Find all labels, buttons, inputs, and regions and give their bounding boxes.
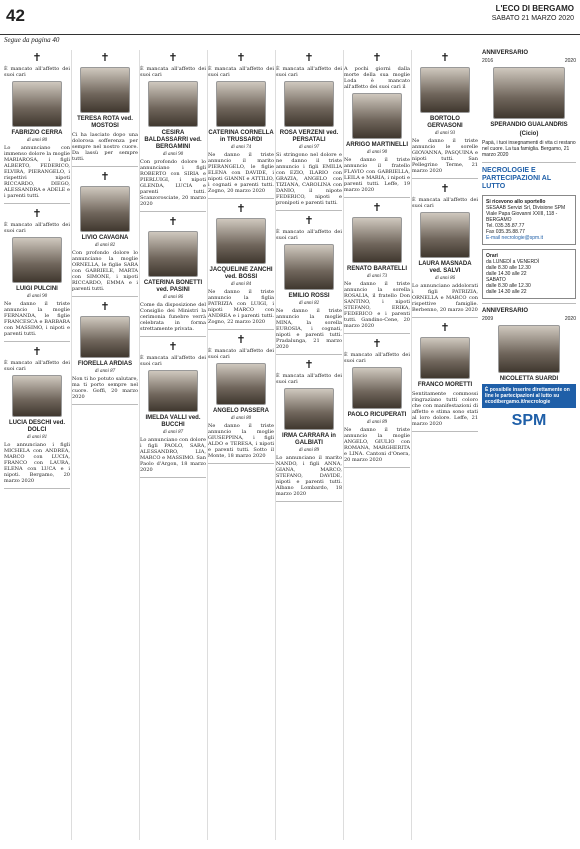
deceased-age: di anni 89 xyxy=(366,420,388,425)
year-to: 2020 xyxy=(564,316,576,322)
cross-icon: ✝ xyxy=(236,51,246,64)
deceased-name: PAOLO RICUPERATI xyxy=(347,412,407,418)
portrait-photo xyxy=(12,375,62,417)
notice-text: Lo annunciano addolorati i figli PATRIZIA, ORNELLA e MARCO con rispettive famiglie. Berbenno, 20 marzo 2020 xyxy=(412,283,478,313)
deceased-name: CATERINA CORNELLA in TRUSSARDI xyxy=(208,130,274,143)
obituary-column xyxy=(344,50,410,840)
cross-icon: ✝ xyxy=(168,340,178,353)
obituary-column xyxy=(208,50,274,840)
divider xyxy=(208,329,274,330)
obituary-notice xyxy=(412,183,478,318)
issue-date: SABATO 21 MARZO 2020 xyxy=(491,15,574,22)
notice-text: Ne danno il triste annuncio la moglie FERNANDA, le figlie FRANCESCA e BARBARA con MASSIMO, i nipoti e parenti tutti. xyxy=(4,301,70,337)
deceased-name: BORTOLO GERVASONI xyxy=(427,116,463,129)
divider xyxy=(72,166,138,167)
notice-lead: È mancato all'affetto dei suoi cari xyxy=(344,352,410,364)
hours-line: da LUNEDÌ a VENERDÌ xyxy=(486,259,540,265)
cross-icon: ✝ xyxy=(32,51,42,64)
portrait-photo xyxy=(216,218,266,264)
portrait-photo xyxy=(352,217,402,263)
deceased-age: di anni 90 xyxy=(162,152,184,157)
notice-text: Ne danno il triste annuncio il fratello FLAVIO con GABRIELLA, LEILA e MARIA, i nipoti e parenti tutti. Leffe, 19 marzo 2020 xyxy=(344,157,410,193)
obituary-notice xyxy=(344,338,410,468)
notice-lead: È mancata all'affetto dei suoi cari xyxy=(412,197,478,209)
portrait-photo xyxy=(420,67,470,113)
obituary-notice xyxy=(276,215,342,355)
office-hours xyxy=(482,249,576,299)
divider xyxy=(276,501,342,502)
deceased-name: CESIRA BALDASSARRI ved. BERGAMINI xyxy=(144,130,202,150)
anniversary-nickname: (Cicio) xyxy=(519,131,539,137)
cross-icon: ✝ xyxy=(32,345,42,358)
portrait-photo xyxy=(80,316,130,358)
deceased-name: LAURA MASNADA ved. SALVI xyxy=(418,261,472,274)
divider xyxy=(140,336,206,337)
deceased-age: di anni 90 xyxy=(366,150,388,155)
deceased-name: ROSA VERZENI ved. PERSATALI xyxy=(279,130,339,143)
deceased-age: di anni 87 xyxy=(162,430,184,435)
obituary-notice xyxy=(344,202,410,334)
column-divider xyxy=(207,50,208,840)
page-number: 42 xyxy=(6,6,25,25)
notice-lead: È mancato all'affetto dei suoi cari xyxy=(4,66,70,78)
deceased-name: ANGELO PASSERA xyxy=(213,408,269,414)
anniversary-title: ANNIVERSARIO xyxy=(482,50,529,56)
obituary-notice xyxy=(4,52,70,204)
obituary-column xyxy=(72,50,138,840)
office-label: Si ricevono allo sportello xyxy=(486,199,546,205)
portrait-photo xyxy=(284,388,334,430)
obituary-notice xyxy=(344,52,410,198)
portrait-photo xyxy=(216,81,266,127)
cross-icon: ✝ xyxy=(100,170,110,183)
deceased-name: RENATO BARATELLI xyxy=(347,266,407,272)
cross-icon: ✝ xyxy=(304,358,314,371)
portrait-photo xyxy=(352,93,402,139)
deceased-age: di anni 84 xyxy=(230,282,252,287)
deceased-name: EMILIO ROSSI xyxy=(288,293,330,299)
deceased-name: LIVIO CAVAGNA xyxy=(81,235,129,241)
divider xyxy=(412,317,478,318)
year-from: 2009 xyxy=(482,316,494,322)
notice-text: Ne danno il triste annuncio la figlia PATRIZIA con LUIGI, i nipoti MARCO con ANDREA e i parenti tutti. Zogno, 22 marzo 2020 xyxy=(208,289,274,325)
deceased-age: di anni 86 xyxy=(434,276,456,281)
divider xyxy=(72,404,138,405)
notice-lead: È mancato all'affetto dei suoi cari xyxy=(208,348,274,360)
office-tel: Tel. 035.35.87.77 xyxy=(486,223,525,229)
notice-text: Con profondo dolore lo annunciano i figli ROBERTO con SIRIA e PIERLUIGI, i nipoti GLENDA, LUCIA e parenti tutti. Scanzorosciate, 20 marzo 2020 xyxy=(140,159,206,207)
column-divider xyxy=(343,50,344,840)
obituary-notice xyxy=(412,52,478,179)
deceased-name: LUCIA DESCHI ved. DOLCI xyxy=(8,420,66,433)
obituary-column xyxy=(140,50,206,840)
portrait-photo xyxy=(148,81,198,127)
masthead xyxy=(492,4,574,23)
office-email[interactable]: E-mail necrologie@spm.it xyxy=(486,235,544,241)
portrait-photo xyxy=(12,237,62,283)
obituary-notice xyxy=(276,52,342,211)
portrait-photo xyxy=(148,231,198,277)
deceased-age: di anni 74 xyxy=(230,145,252,150)
portrait-photo xyxy=(420,337,470,379)
cross-icon: ✝ xyxy=(100,51,110,64)
divider xyxy=(208,198,274,199)
cross-icon: ✝ xyxy=(440,51,450,64)
page-header xyxy=(0,0,580,35)
newspaper-name: L'ECO DI BERGAMO xyxy=(495,4,574,13)
notice-lead: È mancata all'affetto dei suoi cari xyxy=(140,66,206,78)
office-name: SESAAB Servizi Srl, Divisione SPM xyxy=(486,205,566,211)
notice-text: Come da disposizione del Consiglio dei Ministri la cerimonia funebre verrà celebrata in forma strettamente privata. xyxy=(140,302,206,332)
deceased-name: FRANCO MORETTI xyxy=(417,382,473,388)
obituary-notice xyxy=(276,359,342,502)
notice-lead: È mancata all'affetto dei suoi cari xyxy=(208,66,274,78)
obituary-notice xyxy=(140,52,206,212)
divider xyxy=(4,488,70,489)
obituary-column xyxy=(4,50,70,840)
deceased-name: IMELDA VALLI ved. BUCCHI xyxy=(145,415,201,428)
column-divider xyxy=(411,50,412,840)
notice-lead: È mancata all'affetto dei suoi cari xyxy=(276,66,342,78)
divider xyxy=(4,203,70,204)
spm-logo: SPM xyxy=(511,412,547,429)
anniversary-years xyxy=(482,58,576,64)
hours-line: SABATO xyxy=(486,277,506,283)
cross-icon: ✝ xyxy=(304,51,314,64)
column-divider xyxy=(275,50,276,840)
cross-icon: ✝ xyxy=(372,51,382,64)
obituary-notice xyxy=(208,203,274,330)
online-banner[interactable]: È possibile inserire direttamente on line le partecipazioni al lutto su ecodibergamo.it/necrologie xyxy=(482,384,576,408)
portrait-photo xyxy=(493,67,565,119)
obituary-notice xyxy=(208,52,274,199)
cross-icon: ✝ xyxy=(100,300,110,313)
deceased-age: di anni 82 xyxy=(298,301,320,306)
deceased-age: di anni 93 xyxy=(434,131,456,136)
portrait-photo xyxy=(148,370,198,412)
notice-lead: È mancato all'affetto dei suoi cari xyxy=(276,229,342,241)
divider xyxy=(72,296,138,297)
notice-text: Sentitamente commossi ringraziano tutti coloro che con manifestazioni di affetto e stima sono stati al loro dolore. Leffe, 21 marzo 2020 xyxy=(412,391,478,427)
portrait-photo xyxy=(284,81,334,127)
deceased-age: di anni 87 xyxy=(94,369,116,374)
portrait-photo xyxy=(284,244,334,290)
deceased-age: di anni 90 xyxy=(26,294,48,299)
notice-text: Non ti ho potuto salutare, ma ti porto sempre nel cuore. Goffi, 20 marzo 2020 xyxy=(72,376,138,400)
deceased-name: FABRIZIO CERRA xyxy=(11,130,63,136)
deceased-age: di anni 80 xyxy=(230,416,252,421)
anniversary2-name: NICOLETTA SUARDI xyxy=(499,376,559,382)
deceased-age: di anni 82 xyxy=(94,243,116,248)
obituary-notice xyxy=(4,208,70,342)
portrait-photo xyxy=(352,367,402,409)
hours-line: dalle 8.30 alle 12.30 xyxy=(486,283,531,289)
divider xyxy=(344,467,410,468)
deceased-name: LUIGI PULCINI xyxy=(16,286,58,292)
divider xyxy=(140,211,206,212)
cross-icon: ✝ xyxy=(236,333,246,346)
anniversary-text: Papà, i tuoi insegnamenti di vita ci restano nel cuore. La tua famiglia. Bergamo, 21 marzo 2020 xyxy=(482,140,576,158)
right-sidebar xyxy=(482,50,576,840)
office-fax: Fax 035.35.88.77 xyxy=(486,229,525,235)
divider xyxy=(344,333,410,334)
notice-text: Ci ha lasciato dopo una dolorosa sofferenza per sempre nel nostro cuore. Da lassù per sempre tutti. xyxy=(72,132,138,162)
portrait-photo xyxy=(420,212,470,258)
year-from: 2016 xyxy=(482,58,494,64)
deceased-name: ARRIGO MARTINELLI xyxy=(346,142,408,148)
anniversary-name: SPERANDIO GUALANDRIS xyxy=(490,122,568,128)
deceased-name: IRMA CARRARA in GALBIATI xyxy=(282,433,336,446)
deceased-name: CATERINA BONETTI ved. PASINI xyxy=(143,280,203,293)
obituary-notice xyxy=(208,334,274,464)
notice-text: Lo annunciano il marito NANDO, i figli ANNA, GIANA, MARCO, STEFANO, DAVIDE, nipoti e parenti tutti. Albano Lombardo, 18 marzo 2020 xyxy=(276,455,342,497)
cross-icon: ✝ xyxy=(440,182,450,195)
divider xyxy=(412,178,478,179)
deceased-name: JACQUELINE ZANCHI ved. BOSSI xyxy=(209,267,273,280)
divider xyxy=(412,431,478,432)
anniversary2-years xyxy=(482,316,576,322)
notice-lead: È mancata all'affetto dei suoi cari xyxy=(140,355,206,367)
continuation-note: Segue da pagina 40 xyxy=(4,36,60,44)
divider xyxy=(276,354,342,355)
notice-lead: A pochi giorni dalla morte della sua moglie Loda è mancato all'affetto dei suoi cari il xyxy=(344,66,410,90)
divider xyxy=(4,341,70,342)
cross-icon: ✝ xyxy=(372,201,382,214)
obituary-notice xyxy=(72,171,138,297)
portrait-photo xyxy=(12,81,62,127)
cross-icon: ✝ xyxy=(168,215,178,228)
deceased-name: TERESA ROTA ved. MOSTOSI xyxy=(77,116,133,129)
cross-icon: ✝ xyxy=(236,202,246,215)
notice-text: Si stringono nel dolore e ne danno il triste annuncio i figli EMILIA con EZIO, ILARIO con GRAZIA, ANGELO con TIZIANA, CAROLINA con DANIO, il nipote FEDERICO, nipoti e pronipoti e parenti tutti. xyxy=(276,152,342,206)
deceased-age: di anni 73 xyxy=(366,274,388,279)
deceased-name: FIORELLA ARDIAS xyxy=(77,361,133,367)
notice-text: Ne danno il triste annuncio le sorelle GIOVANNA, PASQUINA e nipoti tutti. San Pellegrino Terme, 21 marzo 2020 xyxy=(412,138,478,174)
anniversary2-title: ANNIVERSARIO xyxy=(482,308,529,314)
deceased-age: di anni 80 xyxy=(26,138,48,143)
notice-text: Con profondo dolore lo annunciano la moglie ORNELLA, le figlie SARA con GABRIELE, MARTA con SIMONE, i nipoti RICCARDO, EMMA e i parenti tutti. xyxy=(72,250,138,292)
notice-text: Ne danno il triste annuncio la sorella ROSALIA, il fratello Don SANTINO, i nipoti STEFANO, ERIKA, FEDERICO e i parenti tutti. Gandino-Cene, 20 marzo 2020 xyxy=(344,281,410,329)
hours-line: dalle 14.30 alle 22 xyxy=(486,289,527,295)
portrait-photo xyxy=(80,67,130,113)
notice-text: Lo annunciano i figli MICHELA con ANDREA, MARCO con LUCIA, FRANCO con LAURA, ELENA con LUCA e i nipoti. Bergamo, 20 marzo 2020 xyxy=(4,442,70,484)
deceased-age: di anni 81 xyxy=(26,435,48,440)
hours-line: dalle 8.30 alle 12.30 xyxy=(486,265,531,271)
notice-text: Lo annunciano con immenso dolore la moglie MARIAROSA, i figli ALBERTO, FEDERICO, ELVIRA, PIERANGELO, i rispettivi nipoti RICCARDO, DIEGO, ALESSANDRA e ADELE e i parenti tutti. xyxy=(4,145,70,199)
notice-lead: È mancato all'affetto dei suoi cari xyxy=(4,222,70,234)
obituary-notice xyxy=(412,322,478,432)
deceased-age: di anni 97 xyxy=(298,145,320,150)
deceased-age: di anni 86 xyxy=(162,295,184,300)
obituary-notice xyxy=(140,341,206,478)
obituary-notice xyxy=(72,301,138,405)
office-info xyxy=(482,195,576,245)
year-to: 2020 xyxy=(564,58,576,64)
divider xyxy=(276,210,342,211)
section-title: NECROLOGIE E PARTECIPAZIONI AL LUTTO xyxy=(482,167,551,190)
portrait-photo xyxy=(80,186,130,232)
column-divider xyxy=(139,50,140,840)
cross-icon: ✝ xyxy=(168,51,178,64)
cross-icon: ✝ xyxy=(304,214,314,227)
column-divider xyxy=(71,50,72,840)
obituary-notice xyxy=(4,346,70,489)
obituary-column xyxy=(276,50,342,840)
portrait-photo xyxy=(498,325,560,373)
obituary-notice xyxy=(72,52,138,167)
obituary-column xyxy=(412,50,478,840)
hours-line: dalle 14.30 alle 22 xyxy=(486,271,527,277)
divider xyxy=(208,463,274,464)
deceased-age: di anni 89 xyxy=(298,448,320,453)
obituary-notice xyxy=(140,216,206,337)
notice-text: Ne danno il triste annuncio la moglie MINA, la sorella EUROSIA, i cognati, nipoti e parenti tutti. Pradalunga, 21 marzo 2020 xyxy=(276,308,342,350)
notice-lead: È mancato all'affetto dei suoi cari xyxy=(4,360,70,372)
notice-lead: È mancata all'affetto dei suoi cari xyxy=(276,373,342,385)
divider xyxy=(140,477,206,478)
office-address: Viale Papa Giovanni XXIII, 118 - BERGAMO xyxy=(486,211,558,223)
notice-text: Ne danno il triste annuncio il marito PIERANGELO, le figlie ELENA con DAVIDE, i nipoti GIANNI e ATTILIO, i cognati e parenti tutti. Zogno, 20 marzo 2020 xyxy=(208,152,274,194)
divider xyxy=(344,197,410,198)
portrait-photo xyxy=(216,363,266,405)
cross-icon: ✝ xyxy=(440,321,450,334)
cross-icon: ✝ xyxy=(32,207,42,220)
cross-icon: ✝ xyxy=(372,337,382,350)
notice-text: Ne danno il triste annuncio la moglie ANGELO, GIULIO con ROMANA, MARGHERITA e LINA. Cantoni d'Onera, 20 marzo 2020 xyxy=(344,427,410,463)
notice-text: Ne danno il triste annuncio la moglie GIUSEPPINA, i figli ALDO e TERESA, i nipoti e parenti tutti. Sotto il Monte, 18 marzo 2020 xyxy=(208,423,274,459)
notice-text: Lo annunciano con dolore i figli PAOLO, SARA, ALESSANDRO, LIA, MARCO e MASSIMO. San Paolo d'Argon, 18 marzo 2020 xyxy=(140,437,206,473)
hours-title: Orari xyxy=(486,253,498,259)
